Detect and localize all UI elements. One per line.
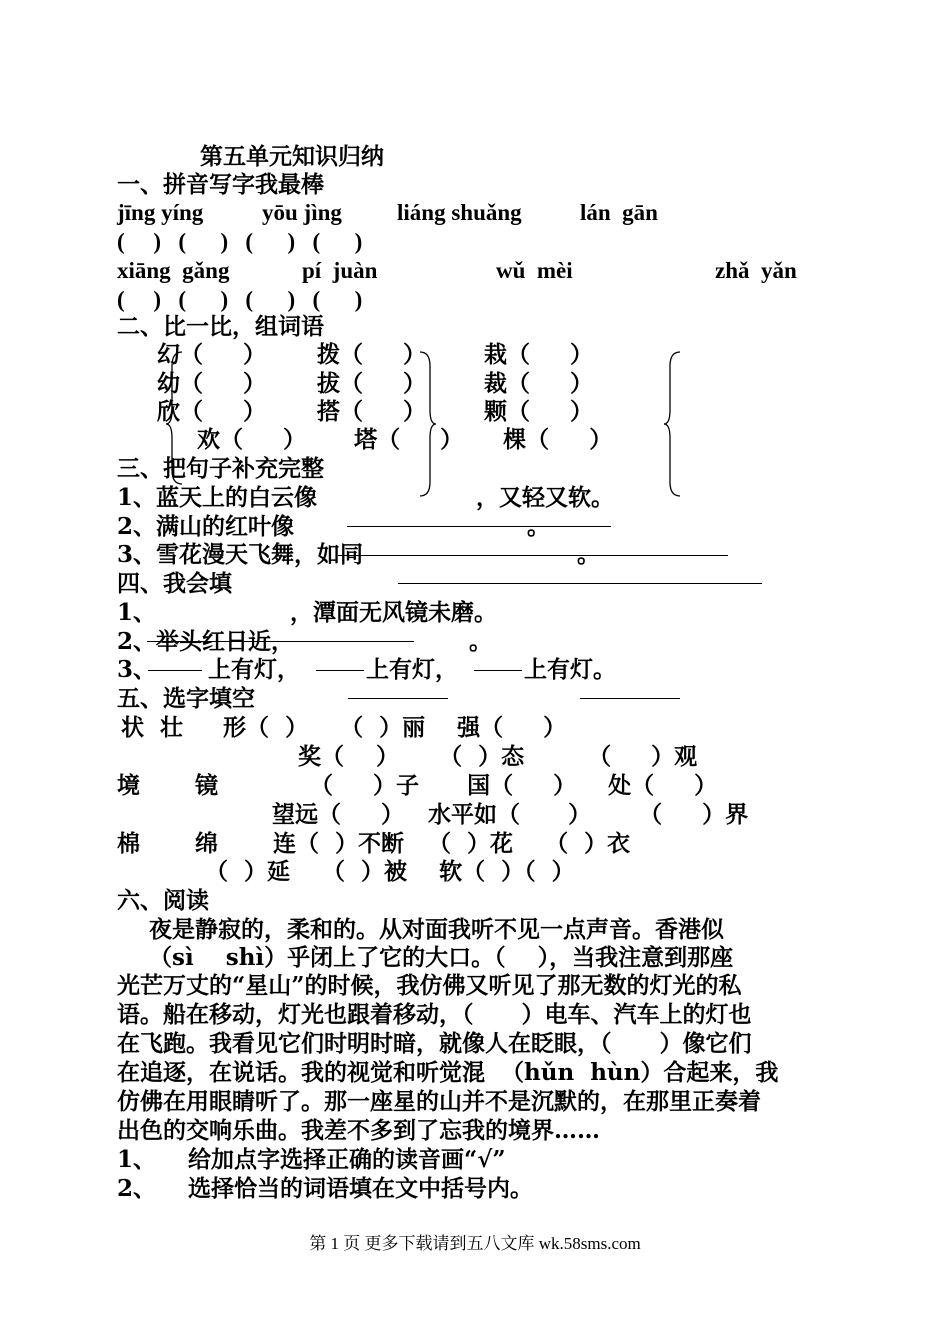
compare-word: 栽（ ） [484,341,594,368]
page-title: 第五单元知识归纳 [200,143,384,170]
fill-line [148,670,202,671]
choice-char: 境 [117,772,140,799]
sentence-1-start: 1、蓝天上的白云像 [117,484,318,511]
poem-3-part: 上有灯。 [524,656,616,683]
section-3-heading: 三、把句子补充完整 [117,455,324,482]
question-1: 1、 给加点字选择正确的读音画“√” [117,1146,506,1173]
reading-line: 出色的交响乐曲。我差不多到了忘我的境界…… [117,1117,600,1144]
question-2: 2、 选择恰当的词语填在文中括号内。 [117,1175,534,1202]
section-1-heading: 一、拼音写字我最棒 [117,171,324,198]
compare-word: 裁（ ） [484,370,594,397]
fill-line [347,526,611,527]
section-2-heading: 二、比一比，组词语 [117,313,324,340]
pinyin-item: xiāng gǎng [117,258,230,283]
sentence-2-start: 2、满山的红叶像 [117,513,295,540]
fill-line [316,670,364,671]
answer-blanks: ( ) ( ) ( ) ( ) [117,229,363,254]
compare-word: 拨（ ） [317,341,427,368]
fill-line [398,583,762,584]
choice-char: 棉 [117,830,140,857]
pinyin-item: zhǎ yǎn [715,258,797,283]
brace-right [664,352,680,496]
fill-line [474,670,522,671]
reading-line: 语。船在移动，灯光也跟着移动，（ ）电车、汽车上的灯也 [117,1001,752,1028]
choice-row: 奖（ ） （ ）态 （ ）观 [298,743,698,770]
fill-line [338,555,728,556]
poem-1-end: ，潭面无风镜未磨。 [290,599,497,626]
reading-line: 在追逐，在说话。我的视觉和听觉混 （hǔn hùn）合起来，我 [117,1059,779,1086]
reading-line: 在飞跑。我看见它们时明时暗，就像人在眨眼，（ ）像它们 [117,1030,752,1057]
poem-3-part: 上有灯， [208,656,300,683]
choice-row: 望远（ ） 水平如（ ） （ ）界 [272,801,749,828]
poem-2-end: 。 [469,628,492,655]
choice-row: （ ）延 （ ）被 软（ ）（ ） [205,858,575,885]
poem-2-start: 2、举头红日近， [117,628,295,655]
fill-line [348,698,448,699]
brace-decoration [0,0,950,520]
choice-char: 绵 [195,830,218,857]
compare-word: 幼（ ） [157,370,267,397]
pinyin-item: lán gān [580,200,658,225]
reading-line: 仿佛在用眼睛听了。那一座星的山并不是沉默的，在那里正奏着 [117,1088,761,1115]
pinyin-item: pí juàn [302,258,378,283]
choice-row: 状 壮 形（ ） （ ）丽 强（ ） [121,714,567,741]
sentence-3-start: 3、雪花漫天飞舞，如同 [117,541,364,568]
choice-row: 连（ ）不断 （ ）花 （ ）衣 [273,830,631,857]
compare-word: 颗（ ） [484,398,594,425]
pinyin-item: yōu jìng [262,200,342,225]
poem-3-part: 上有灯， [366,656,458,683]
compare-word-row: 欢（ ） 塔（ ） 棵（ ） [197,426,613,453]
brace-middle [420,352,436,496]
section-5-heading: 五、选字填空 [117,685,255,712]
sentence-2-end: 。 [527,513,550,540]
compare-word: 拔（ ） [317,370,427,397]
pinyin-item: liáng shuǎng [397,200,522,225]
reading-line: 夜是静寂的，柔和的。从对面我听不见一点声音。香港似 [117,916,725,943]
reading-line: 光芒万丈的“星山”的时候，我仿佛又听见了那无数的灯光的私 [117,972,742,999]
choice-char: 镜 [195,772,218,799]
sentence-3-end: 。 [577,541,600,568]
compare-word: 搭（ ） [317,398,427,425]
choice-row: （ ）子 国（ ） 处（ ） [310,772,718,799]
compare-word: 幻（ ） [157,341,267,368]
page-footer: 第 1 页 更多下载请到五八文库 wk.58sms.com [309,1234,641,1253]
section-4-heading: 四、我会填 [117,570,232,597]
pinyin-item: wǔ mèi [496,258,573,283]
reading-line: （sì shì）乎闭上了它的大口。（ ），当我注意到那座 [117,944,734,971]
fill-line [147,641,414,642]
fill-line [580,698,680,699]
poem-1-start: 1、 [117,599,157,626]
poem-3-num: 3、 [117,656,157,683]
compare-word: 欣（ ） [157,398,267,425]
answer-blanks: ( ) ( ) ( ) ( ) [117,287,363,312]
section-6-heading: 六、阅读 [117,887,209,914]
sentence-1-end: ，又轻又软。 [476,484,614,511]
pinyin-item: jīng yíng [117,200,204,225]
